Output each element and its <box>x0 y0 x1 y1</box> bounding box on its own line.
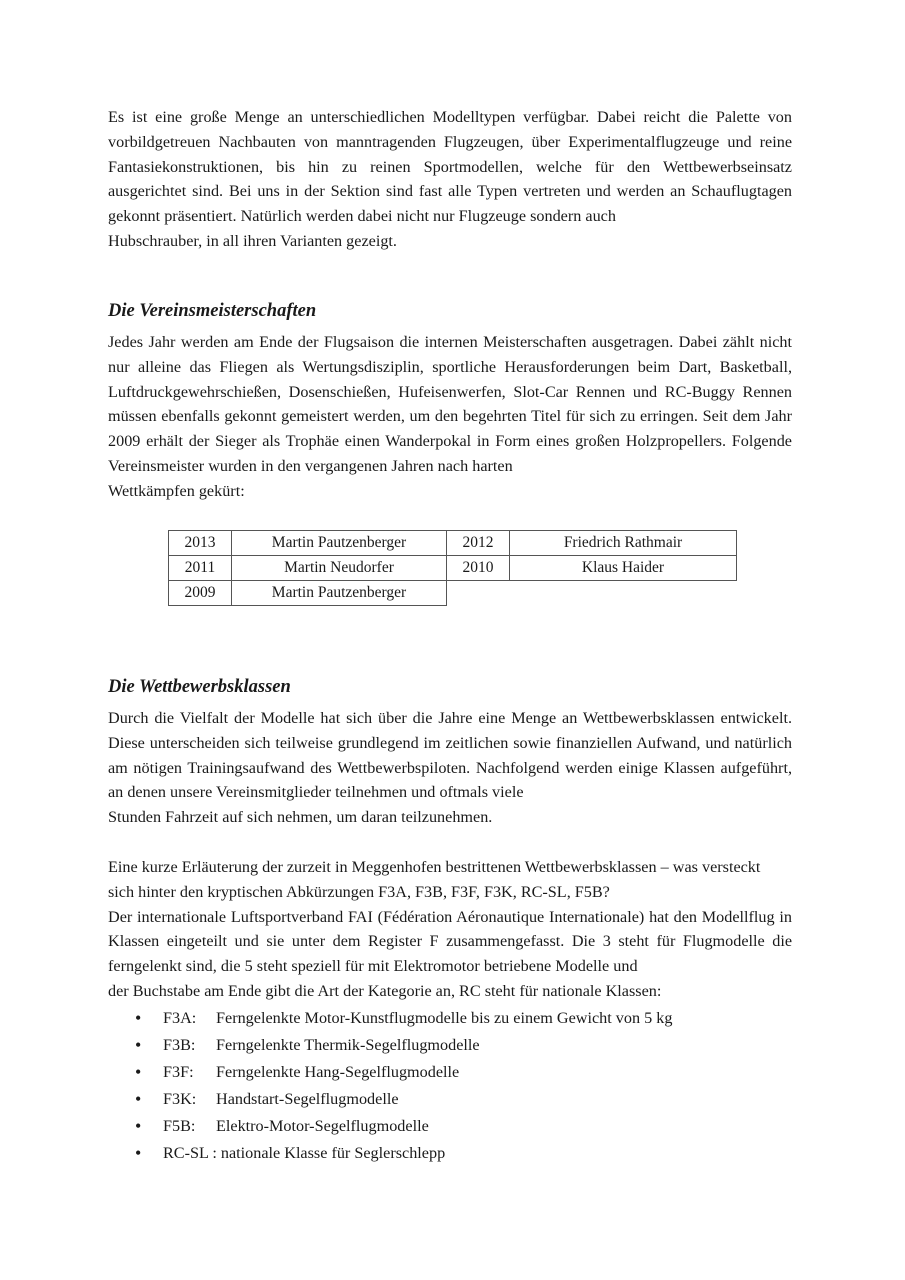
intro-text: Es ist eine große Menge an unterschiedlichen Modelltypen verfügbar. Dabei reicht die Palette von vorbildgetreuen Nachbauten von manntragenden Flugzeugen, über Experimentalflugzeuge und reine Fantasiekonstruktionen, bis hin zu reinen Sportmodellen, welche für den Wettbewerbseinsatz ausgerichtet sind. Bei uns in der Sektion sind fast alle Typen vertreten und werden an Schauflugtagen gekonnt präsentiert. Natürlich werden dabei nicht nur Flugzeuge sondern auch <box>108 108 792 226</box>
class-description: Ferngelenkte Thermik-Segelflugmodelle <box>216 1036 480 1054</box>
champion-name: Martin Pautzenberger <box>232 581 447 606</box>
champion-year: 2013 <box>169 531 232 556</box>
table-row <box>169 581 737 606</box>
class-inline <box>163 1140 445 1167</box>
class-description: Elektro-Motor-Segelflugmodelle <box>216 1117 429 1135</box>
class-code: F3K: <box>163 1090 197 1108</box>
bullet-icon <box>135 1032 143 1060</box>
wettbewerbsklassen-paragraph <box>108 706 792 830</box>
erlaeuterung-paragraph <box>108 855 792 1004</box>
vereinsmeisterschaften-text: Jedes Jahr werden am Ende der Flugsaison die internen Meisterschaften ausgetragen. Dabei zählt nicht nur alleine das Fliegen als Wertungsdisziplin, sportliche Herausforderungen beim Dart, Basketball, Luftdruckgewehrschießen, Dosenschießen, Hufeisenwerfen, Slot-Car Rennen und RC-Buggy Rennen müssen ebenfalls gekonnt gemeistert werden, um den begehrten Titel für sich zu erringen. Seit dem Jahr 2009 erhält der Sieger als Trophäe einen Wanderpokal in Form eines großen Holzpropellers. Folgende Vereinsmeister wurden in den vergangenen Jahren nach harten <box>108 333 792 475</box>
class-code: F3B: <box>163 1036 196 1054</box>
champion-year: 2012 <box>447 531 510 556</box>
table-row <box>169 556 737 581</box>
champion-name: Martin Neudorfer <box>232 556 447 581</box>
champion-name: Martin Pautzenberger <box>232 531 447 556</box>
intro-text-last-line: Hubschrauber, in all ihren Varianten gezeigt. <box>108 231 397 250</box>
class-code: F3A: <box>163 1009 197 1027</box>
table-row <box>169 531 737 556</box>
wettbewerbsklassen-text: Durch die Vielfalt der Modelle hat sich über die Jahre eine Menge an Wettbewerbsklassen entwickelt. Diese unterscheiden sich teilweise grundlegend im zeitlichen sowie finanziellen Aufwand, und natürlich am nötigen Trainingsaufwand des Wettbewerbspiloten. Nachfolgend werden einige Klassen aufgeführt, an denen unsere Vereinsmitglieder teilnehmen und oftmals viele <box>108 709 792 802</box>
class-code: RC-SL : <box>163 1144 217 1162</box>
erlaeuterung-line-1: Eine kurze Erläuterung der zurzeit in Meggenhofen bestrittenen Wettbewerbsklassen – was versteckt <box>108 858 761 876</box>
class-code: F5B: <box>163 1117 196 1135</box>
heading-vereinsmeisterschaften: Die Vereinsmeisterschaften <box>108 301 317 321</box>
champion-year: 2009 <box>169 581 232 606</box>
fai-text: Der internationale Luftsportverband FAI (Fédération Aéronautique Internationale) hat den Modellflug in Klassen eingeteilt und sie unter dem Register F zusammengefasst. Die 3 steht für Flugmodelle die ferngelenkt sind, die 5 steht speziell für mit Elektromotor betriebene Modelle und <box>108 907 792 976</box>
class-description: Ferngelenkte Motor-Kunstflugmodelle bis zu einem Gewicht von 5 kg <box>216 1009 673 1027</box>
bullet-icon <box>135 1059 143 1087</box>
vereinsmeisterschaften-paragraph <box>108 330 792 504</box>
bullet-icon <box>135 1005 143 1033</box>
champion-year: 2010 <box>447 556 510 581</box>
class-description: Ferngelenkte Hang-Segelflugmodelle <box>216 1063 460 1081</box>
heading-wettbewerbsklassen: Die Wettbewerbsklassen <box>108 677 291 697</box>
vereinsmeisterschaften-text-last-line: Wettkämpfen gekürt: <box>108 481 245 500</box>
fai-text-last-line: der Buchstabe am Ende gibt die Art der Kategorie an, RC steht für nationale Klassen: <box>108 981 662 1000</box>
champions-table <box>168 530 737 606</box>
class-description: Handstart-Segelflugmodelle <box>216 1090 399 1108</box>
class-description: nationale Klasse für Seglerschlepp <box>220 1144 446 1162</box>
wettbewerbsklassen-text-last-line: Stunden Fahrzeit auf sich nehmen, um daran teilzunehmen. <box>108 808 493 827</box>
champion-name: Friedrich Rathmair <box>510 531 737 556</box>
intro-paragraph <box>108 105 792 254</box>
erlaeuterung-line-2: sich hinter den kryptischen Abkürzungen F3A, F3B, F3F, F3K, RC-SL, F5B? <box>108 882 610 901</box>
champion-year: 2011 <box>169 556 232 581</box>
empty-cell <box>447 581 737 606</box>
class-code: F3F: <box>163 1063 194 1081</box>
bullet-icon <box>135 1086 143 1114</box>
champion-name: Klaus Haider <box>510 556 737 581</box>
bullet-icon <box>135 1140 143 1168</box>
bullet-icon <box>135 1113 143 1141</box>
